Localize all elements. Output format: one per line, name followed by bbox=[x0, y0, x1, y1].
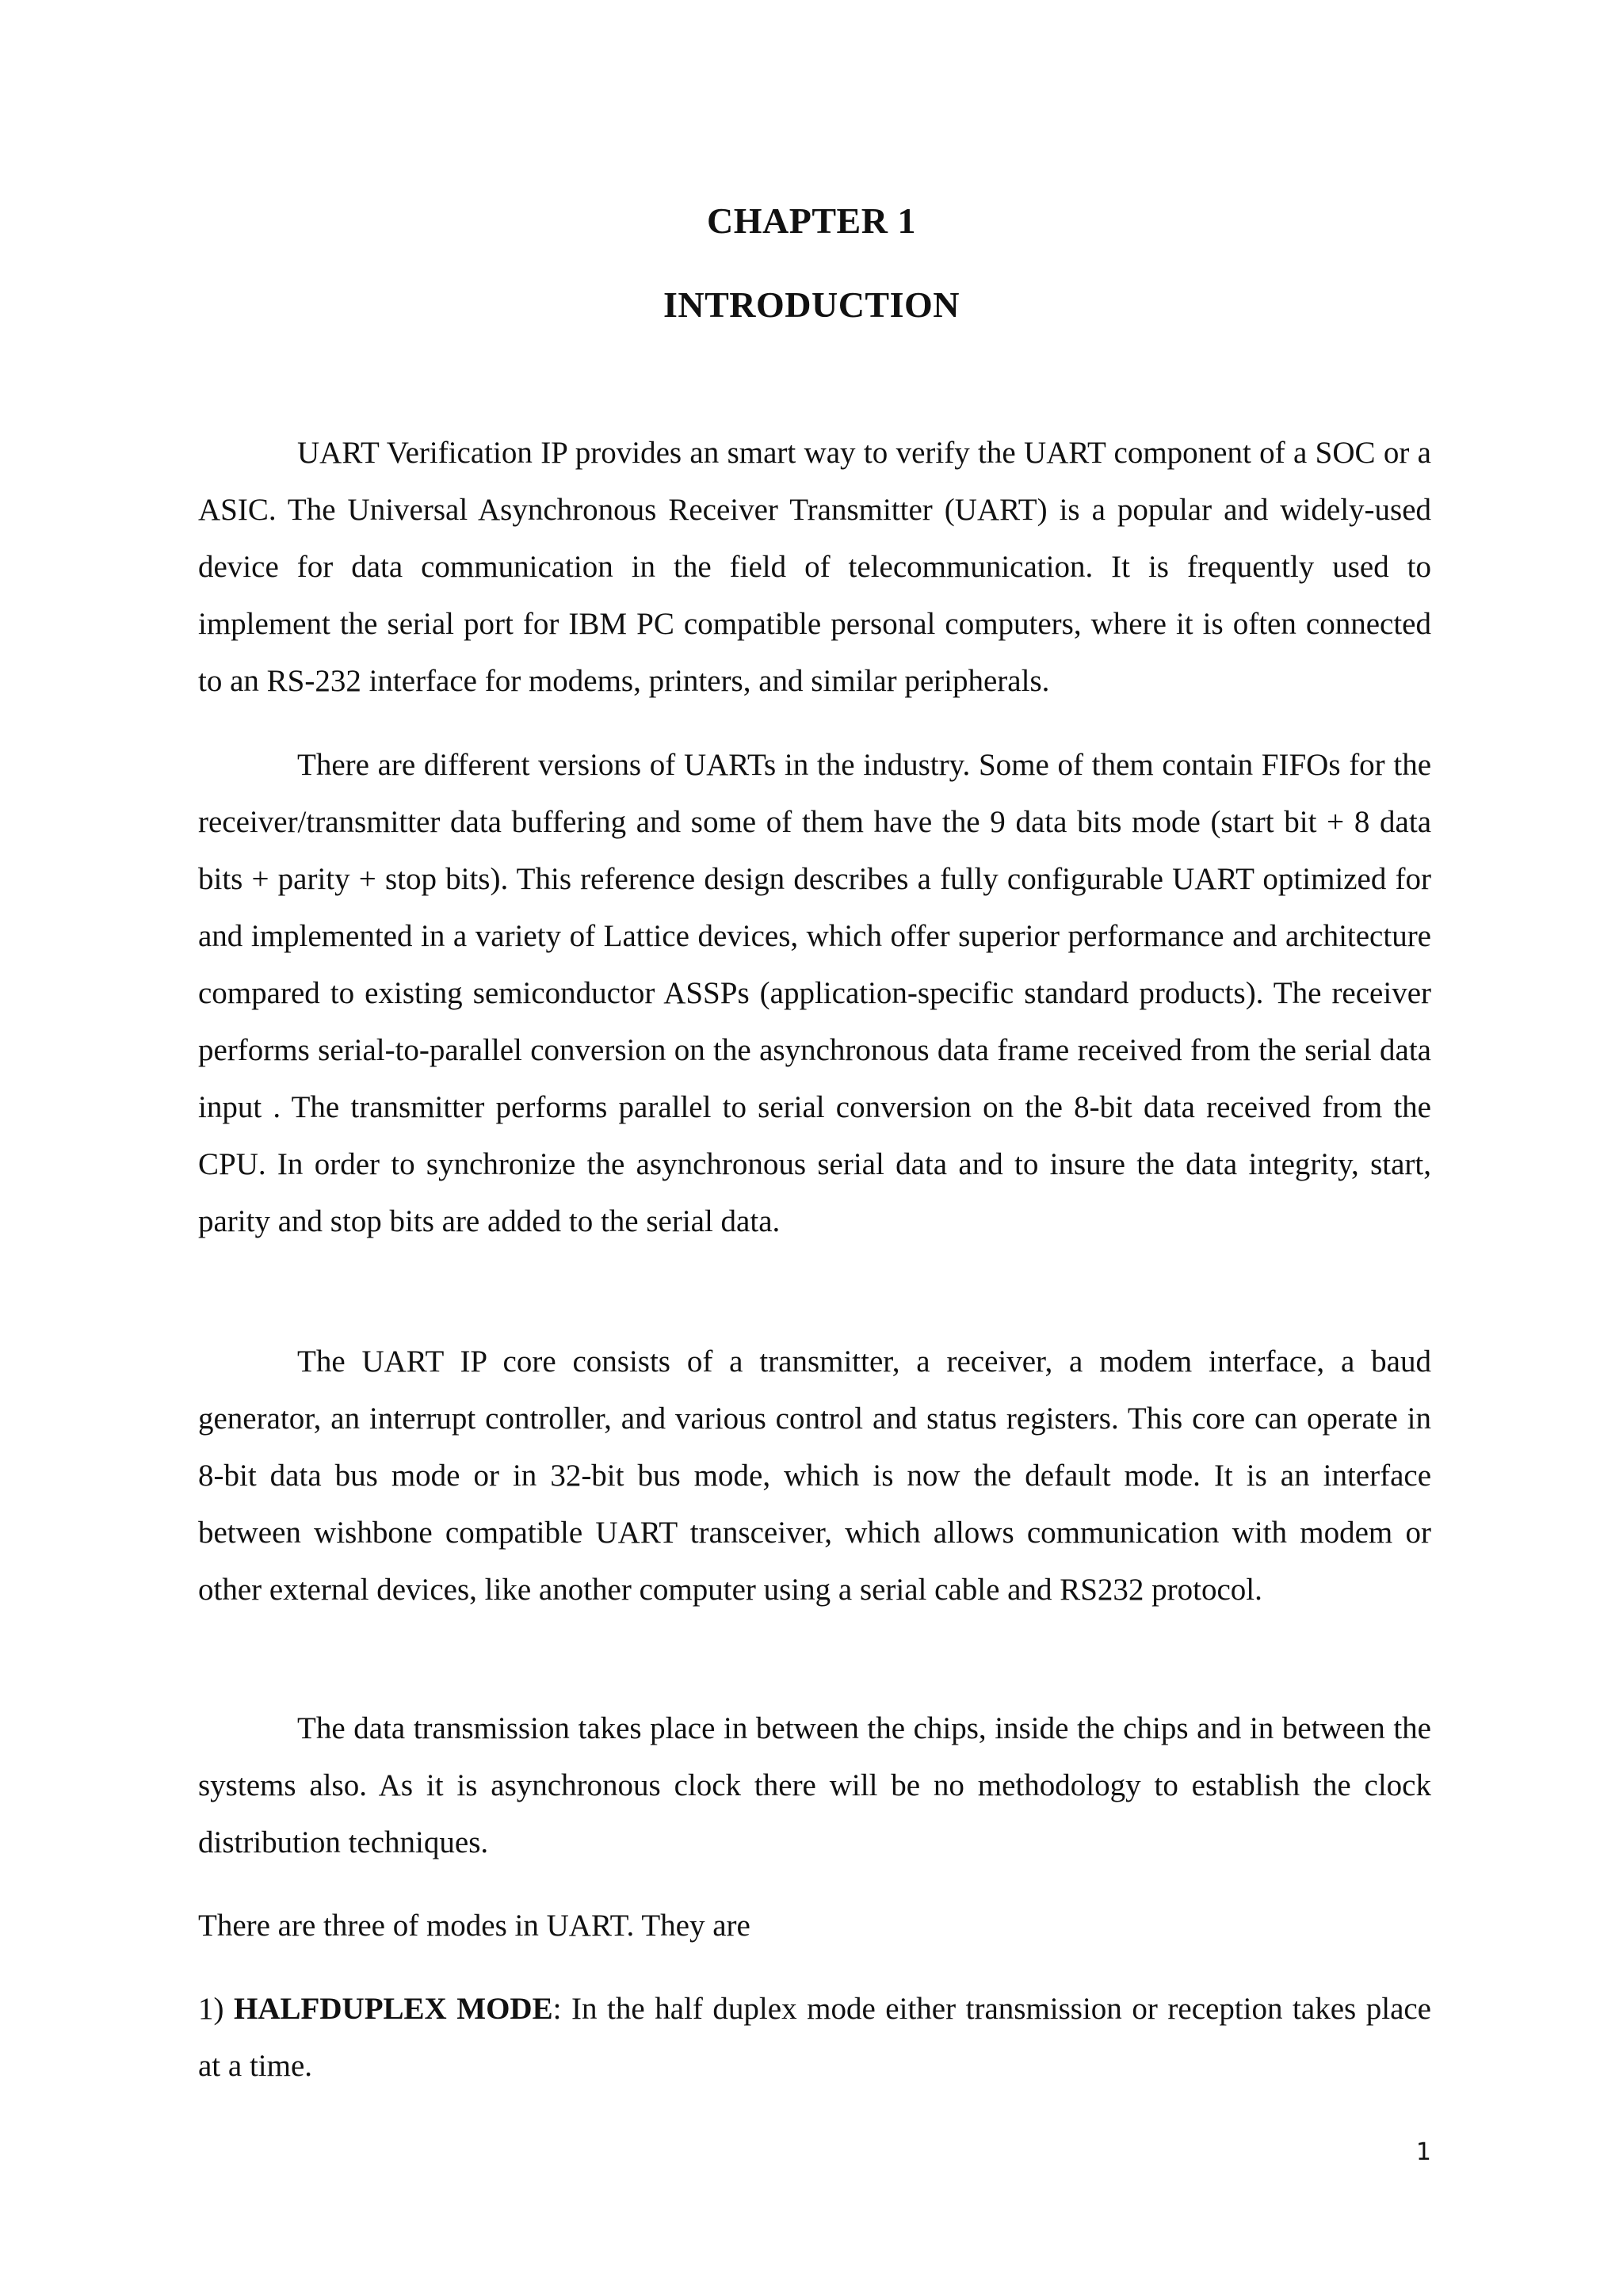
section-heading: INTRODUCTION bbox=[663, 284, 960, 325]
paragraph-ip-core: The UART IP core consists of a transmitter, a receiver, a modem interface, a baud generator, an interrupt controller, and various control and status registers. This core can operate in 8-bit data bus mode or in 32-bit bus mode, which is now the default mode. It is an interface between wishbone compatible UART transceiver, which allows communication with modem or other external devices, like another computer using a serial cable and RS232 protocol. bbox=[198, 1344, 1431, 1607]
mode-item-name: HALFDUPLEX MODE bbox=[234, 1992, 553, 2026]
page-number: 1 bbox=[1415, 2138, 1431, 2166]
mode-list-item bbox=[198, 1981, 1431, 2095]
paragraph-intro: UART Verification IP provides an smart way to verify the UART component of a SOC or a ASIC. The Universal Asynchronous Receiver Transmitter (UART) is a popular and widely-used device for data communication in the field of telecommunication. It is frequently used to implement the serial port for IBM PC compatible personal computers, where it is often connected to an RS-232 interface for modems, printers, and similar peripherals. bbox=[198, 436, 1431, 698]
mode-item-text: : In the half duplex mode either transmission or reception takes place at a time. bbox=[198, 1992, 1431, 2083]
mode-item-number: 1) bbox=[198, 1992, 235, 2026]
paragraph-uart-versions: There are different versions of UARTs in the industry. Some of them contain FIFOs for the receiver/transmitter data buffering and some of them have the 9 data bits mode (start bit + 8 data bits + parity + stop bits). This reference design describes a fully configurable UART optimized for and implemented in a variety of Lattice devices, which offer superior performance and architecture compared to existing semiconductor ASSPs (application-specific standard products). The receiver performs serial-to-parallel conversion on the asynchronous data frame received from the serial data input . The transmitter performs parallel to serial conversion on the 8-bit data received from the CPU. In order to synchronize the asynchronous serial data and to insure the data integrity, start, parity and stop bits are added to the serial data. bbox=[198, 748, 1431, 1238]
chapter-heading: CHAPTER 1 bbox=[707, 200, 916, 241]
paragraph-data-transmission: The data transmission takes place in between the chips, inside the chips and in between the systems also. As it is asynchronous clock there will be no methodology to establish the clock distribution techniques. bbox=[198, 1711, 1431, 1859]
paragraph-modes-intro: There are three of modes in UART. They are bbox=[198, 1909, 750, 1943]
